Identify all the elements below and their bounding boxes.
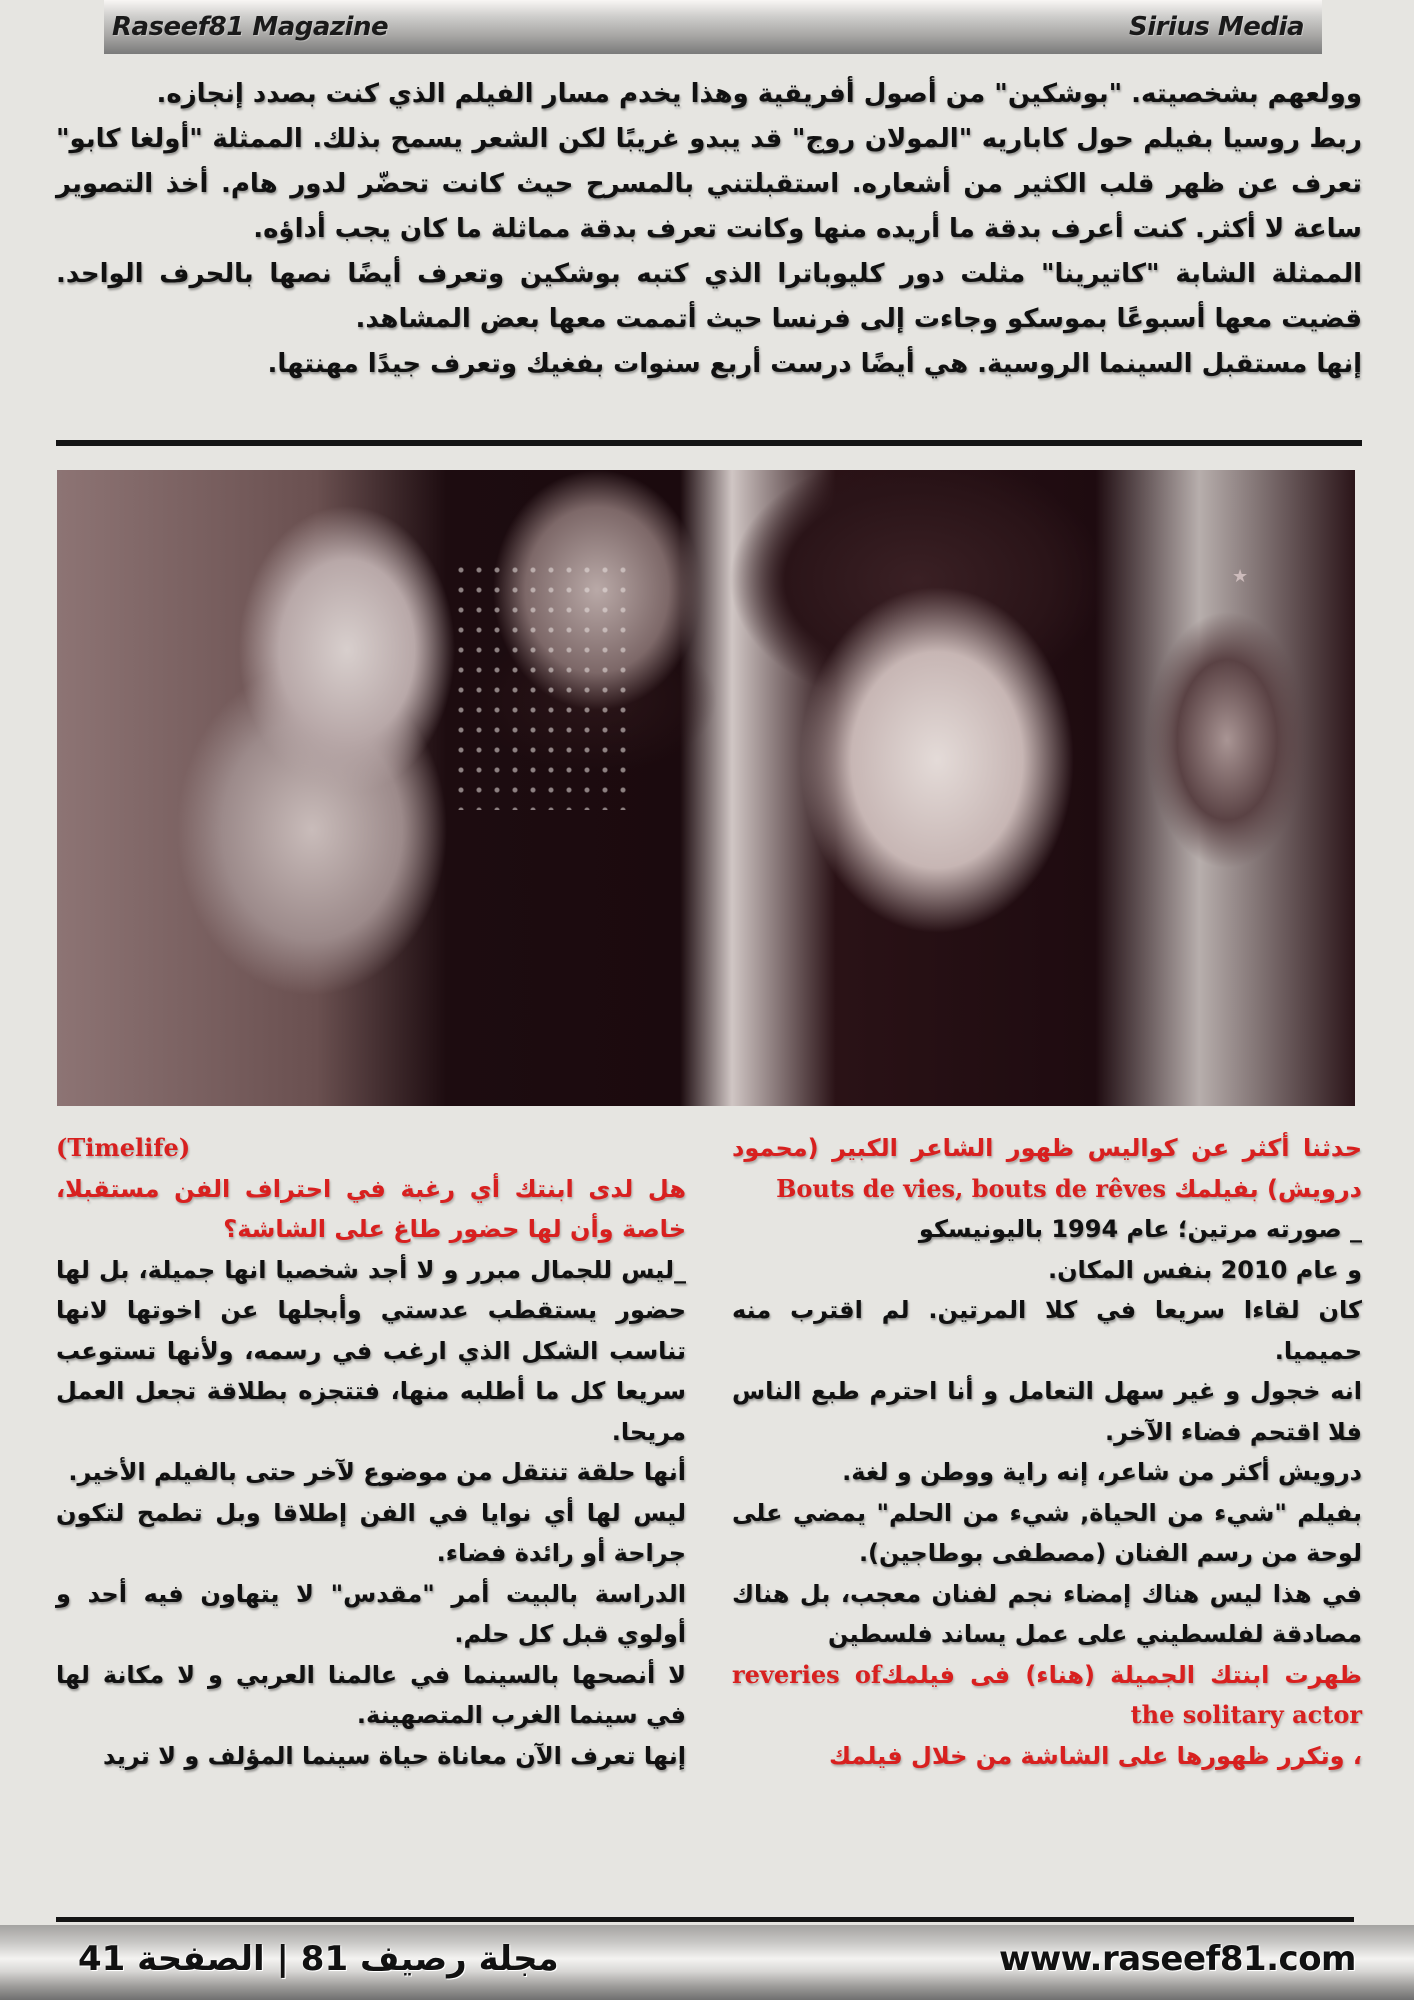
website-link[interactable]: www.raseef81.com [998, 1939, 1356, 1979]
question-text: ظهرت ابنتك الجميلة (هناء) فى فيلمك [881, 1660, 1363, 1689]
answer-line: _ صورته مرتين؛ عام 1994 باليونيسكو [918, 1215, 1362, 1243]
article-column-left [56, 1128, 686, 1776]
answer-line: درويش أكثر من شاعر، إنه راية ووطن و لغة. [842, 1458, 1362, 1486]
polka-dot-scarf [452, 560, 632, 810]
article-photo [57, 470, 1355, 1106]
film-title: the solitary actor [1130, 1700, 1362, 1729]
magazine-title: Raseef81 Magazine [112, 12, 389, 42]
paragraph: إنها مستقبل السينما الروسية. هي أيضًا درست أربع سنوات بفغيك وتعرف جيدًا مهنتها. [267, 349, 1362, 379]
film-title: reveries of [732, 1659, 882, 1689]
paragraph: الممثلة الشابة "كاتيرينا" مثلت دور كليوباترا الذي كتبه بوشكين وتعرف أيضًا نصها بالحرف الواحد. قضيت معها أسبوعًا بموسكو وجاءت إلى فرنسا حيث أتممت معها بعض المشاهد. [56, 259, 1362, 334]
paragraph: ربط روسيا بفيلم حول كاباريه "المولان روج" قد يبدو غريبًا لكن الشعر يسمح بذلك. الممثلة "أولغا كابو" تعرف عن ظهر قلب الكثير من أشعاره. استقبلتني بالمسرح حيث كانت تحضّر لدور هام. أخذ التصوير ساعة لا أكثر. كنت أعرف بدقة ما أريده منها وكانت تعرف بدقة مماثلة ما كان يجب أداؤه. [56, 124, 1362, 244]
answer-line: _ليس للجمال مبرر و لا أجد شخصيا انها جميلة، بل لها حضور يستقطب عدستي وأبجلها عن اخوتها لانها تناسب الشكل الذي ارغب في رسمه، ولأنها تستوعب سريعا كل ما أطلبه منها، فتتجزه بطلاقة تجعل العمل مريحا. [56, 1255, 686, 1446]
film-title-continuation: (Timelife) [56, 1133, 191, 1162]
film-title: Bouts de vies, bouts de rêves [776, 1173, 1166, 1203]
answer-line: في هذا ليس هناك إمضاء نجم لفنان معجب، بل هناك مصادقة لفلسطيني على عمل يساند فلسطين [732, 1579, 1362, 1648]
star-icon: ★ [1232, 566, 1249, 587]
answer-line: انه خجول و غير سهل التعامل و أنا احترم طبع الناس فلا اقتحم فضاء الآخر. [732, 1377, 1362, 1446]
question-text: حدثنا أكثر عن كواليس ظهور الشاعر الكبير (محمود [732, 1134, 1362, 1162]
answer-line: أنها حلقة تنتقل من موضوع لآخر حتى بالفيلم الأخير. [68, 1458, 686, 1486]
answer-line: بفيلم "شيء من الحياة, شيء من الحلم" يمضي على لوحة من رسم الفنان (مصطفى بوطاجين). [732, 1498, 1362, 1567]
footer-divider [56, 1917, 1354, 1922]
section-divider [56, 440, 1362, 446]
question-text: ، وتكرر ظهورها على الشاشة من خلال فيلمك [828, 1741, 1362, 1770]
page-number-label: مجلة رصيف 81 | الصفحة 41 [78, 1939, 559, 1979]
interview-question [732, 1655, 1362, 1736]
interview-question: هل لدى ابنتك أي رغبة في احتراف الفن مستقبلا، خاصة وأن لها حضور طاغ على الشاشة؟ [56, 1174, 686, 1243]
article-top-block [56, 72, 1362, 387]
publisher-name: Sirius Media [1129, 12, 1304, 42]
article-column-right [732, 1128, 1362, 1776]
answer-line: ليس لها أي نوايا في الفن إطلاقا وبل تطمح لتكون جراحة أو رائدة فضاء. [56, 1498, 686, 1567]
paragraph: وولعهم بشخصيته. "بوشكين" من أصول أفريقية وهذا يخدم مسار الفيلم الذي كنت بصدد إنجازه. [156, 79, 1362, 109]
question-text: درويش) بفيلمك [1174, 1174, 1362, 1203]
page-header [104, 0, 1322, 54]
answer-line: إنها تعرف الآن معاناة حياة سينما المؤلف و لا تريد [103, 1741, 686, 1770]
page-footer [0, 1925, 1414, 2000]
answer-line: كان لقاءا سريعا في كلا المرتين. لم اقترب منه حميميا. [732, 1296, 1362, 1365]
interview-question [732, 1128, 1362, 1209]
answer-line: الدراسة بالبيت أمر "مقدس" لا يتهاون فيه أحد و أولوي قبل كل حلم. [56, 1579, 686, 1648]
answer-line: و عام 2010 بنفس المكان. [1047, 1255, 1362, 1284]
answer-line: لا أنصحها بالسينما في عالمنا العربي و لا مكانة لها في سينما الغرب المتصهينة. [56, 1660, 686, 1729]
